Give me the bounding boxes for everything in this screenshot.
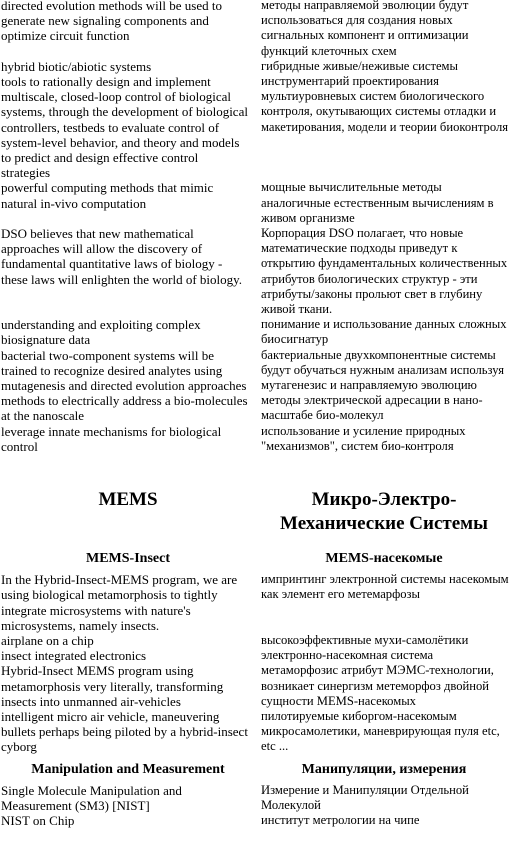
russian-text: инструментарий проектирования мультиуровневых систем биологического контроля, окутывающих системы отладки и макетирования, модели и теории биоконтроля — [261, 74, 509, 134]
pair-row — [0, 783, 512, 813]
subheading-row — [0, 761, 512, 779]
pair-row — [0, 226, 512, 317]
russian-text: гибридные живые/неживые системы — [261, 58, 458, 73]
russian-text: импринтинг электронной системы насекомым как элемент его метемарфозы — [261, 572, 509, 602]
english-text: bacterial two-component systems will be trained to recognize desired analytes using mutagenesis and directed evolution approaches — [1, 347, 247, 394]
russian-text: Корпорация DSO полагает, что новые математические подходы приведут к открытию фундаментальных количественных атрибутов биологических структур - эти атрибуты/законы прольют свет в глубину живой ткани. — [261, 226, 508, 317]
russian-text: институт метрологии на чипе — [261, 812, 420, 827]
english-text: leverage innate mechanisms for biological control — [1, 423, 222, 454]
english-text: methods to electrically address a bio-molecules at the nanoscale — [1, 393, 248, 424]
english-text: airplane on a chip — [1, 632, 94, 648]
english-text: Hybrid-Insect MEMS program using metamorphosis very literally, transforming insects into unmanned air-vehicles — [1, 663, 224, 709]
english-text: tools to rationally design and implement multiscale, closed-loop control of biological systems, through the development of biological controllers, testbeds to evaluate control of system-level behavior, and theory and models to predict and design effective control strategies — [1, 74, 248, 181]
russian-text: понимание и использование данных сложных биосигнатур — [261, 317, 507, 347]
mems-insect-heading-en: MEMS-Insect — [86, 551, 170, 567]
manipulation-heading-en: Manipulation and Measurement — [31, 761, 225, 777]
english-text: hybrid biotic/abiotic systems — [1, 58, 152, 74]
heading-spacer — [0, 536, 512, 550]
english-text: Single Molecule Manipulation and Measurement (SM3) [NIST] — [1, 782, 182, 813]
russian-text: Измерение и Манипуляции Отдельной Молекулой — [261, 782, 469, 812]
pair-row — [0, 180, 512, 226]
pair-row — [0, 709, 512, 755]
russian-text: методы направляемой эволюции будут использоваться для создания новых сигнальных компонент и оптимизации функций клеточных схем — [261, 0, 469, 58]
pair-row — [0, 424, 512, 454]
manipulation-heading-ru: Манипуляции, измерения — [301, 761, 467, 777]
pair-row — [0, 0, 512, 59]
english-text: DSO believes that new mathematical approaches will allow the discovery of fundamental quantitative laws of biology - these laws will enlighten the world of biology. — [1, 226, 243, 287]
pair-row — [0, 59, 512, 74]
pair-row — [0, 572, 512, 633]
english-text: understanding and exploiting complex biosignature data — [1, 317, 201, 348]
pair-row — [0, 317, 512, 347]
pair-row — [0, 663, 512, 709]
russian-text: использование и усиление природных "механизмов", систем био-контроля — [261, 423, 466, 453]
english-text: powerful computing methods that mimic natural in-vivo computation — [1, 180, 214, 211]
pair-row — [0, 813, 512, 828]
english-text: intelligent micro air vehicle, maneuvering bullets perhaps being piloted by a hybrid-insect cyborg — [1, 708, 248, 755]
mems-heading-en: MEMS — [98, 489, 158, 511]
pair-row — [0, 648, 512, 663]
mems-heading-ru: Микро-Электро-Механические Системы — [280, 489, 488, 535]
mems-insect-heading-ru: MEMS-насекомые — [325, 551, 443, 567]
english-text: In the Hybrid-Insect-MEMS program, we are using biological metamorphosis to tightly integrate microsystems with nature's microsystems, namely insects. — [1, 572, 238, 633]
pair-row — [0, 348, 512, 394]
section-spacer — [0, 454, 512, 488]
english-text: NIST on Chip — [1, 812, 75, 828]
russian-text: бактериальные двухкомпонентные системы будут обучаться нужным анализам используя мутагенезис и направляемую эволюцию — [261, 347, 505, 393]
section-heading-row — [0, 488, 512, 536]
russian-text: мощные вычислительные методы аналогичные естественным вычислениям в живом организме — [261, 180, 494, 225]
pair-row — [0, 633, 512, 648]
russian-text: метаморфозис атрибут МЭМС-технологии, возникает синергизм метеморфоз двойной сущности MEMS-насекомых — [261, 663, 494, 708]
russian-text: методы электрической адресации в нано-масштабе био-молекул — [261, 393, 483, 423]
english-text: directed evolution methods will be used to generate new signaling components and optimize circuit function — [1, 0, 222, 44]
russian-text: пилотируемые киборгом-насекомым микросамолетики, маневрирующая пуля etc, etc ... — [261, 708, 500, 754]
pair-row — [0, 74, 512, 180]
russian-text: электронно-насекомная система — [261, 648, 434, 663]
subheading-row — [0, 550, 512, 568]
english-text: insect integrated electronics — [1, 648, 147, 664]
russian-text: высокоэффективные мухи-самолётики — [261, 632, 469, 647]
pair-row — [0, 393, 512, 423]
